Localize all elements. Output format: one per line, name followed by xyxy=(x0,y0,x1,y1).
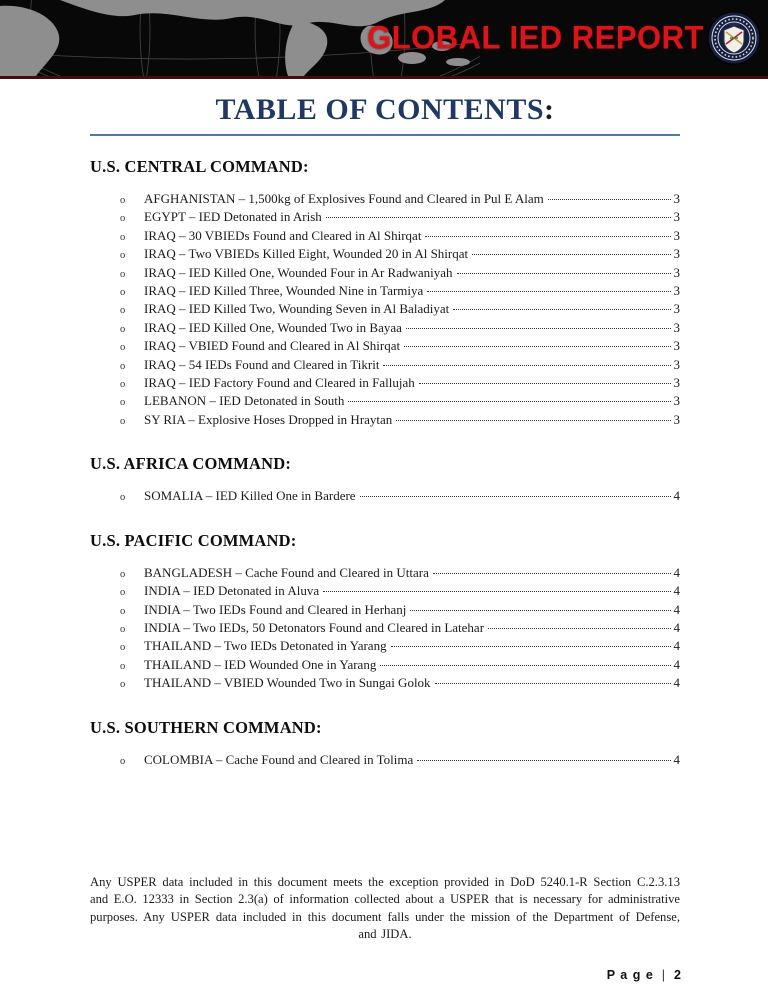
dotted-leader xyxy=(488,628,670,629)
toc-item-label: SY RIA – Explosive Hoses Dropped in Hraytan xyxy=(144,411,393,427)
section-list xyxy=(90,191,680,430)
toc-item-page: 3 xyxy=(673,393,680,409)
bullet-icon: o xyxy=(120,679,126,691)
dotted-leader xyxy=(406,328,671,329)
toc-item-label: INDIA – IED Detonated in Aluva xyxy=(144,583,320,599)
bullet-icon: o xyxy=(120,568,126,580)
dotted-leader xyxy=(453,309,670,310)
toc-item-label: IRAQ – VBIED Found and Cleared in Al Shirqat xyxy=(144,338,401,354)
toc-section xyxy=(90,718,680,770)
dotted-leader xyxy=(323,591,670,592)
footer-page-label: P a g e xyxy=(606,968,654,982)
section-list xyxy=(90,488,680,506)
toc-item-label: THAILAND – VBIED Wounded Two in Sungai Golok xyxy=(144,675,431,691)
toc-item-page: 3 xyxy=(673,191,680,206)
toc-item-page: 4 xyxy=(673,601,680,617)
bullet-icon: o xyxy=(120,587,126,599)
toc-item-label: IRAQ – 54 IEDs Found and Cleared in Tikrit xyxy=(144,356,380,372)
dotted-leader xyxy=(391,646,671,647)
toc-item[interactable] xyxy=(90,602,680,620)
dotted-leader xyxy=(417,760,670,761)
section-heading: U.S. SOUTHERN COMMAND: xyxy=(90,717,322,737)
dotted-leader xyxy=(410,610,670,611)
bullet-icon: o xyxy=(120,360,126,372)
dotted-leader xyxy=(425,236,670,237)
usper-disclaimer: Any USPER data included in this document meets the exception provided in DoD 5240.1-R Section C.2.3.13 and E.O. 12333 in Section 2.3(a) of information collected about a USPER that is necessary for administrative purposes. Any USPER data included in this document falls under the mission of the Department of Defense, and JIDA. xyxy=(90,874,680,942)
bullet-icon: o xyxy=(120,755,126,767)
page-title-text: TABLE OF CONTENTS xyxy=(215,93,545,126)
toc-item-label: IRAQ – IED Killed One, Wounded Four in Ar Radwaniyah xyxy=(144,264,453,280)
bullet-icon: o xyxy=(120,323,126,335)
toc-section xyxy=(90,531,680,694)
toc-item-page: 3 xyxy=(673,319,680,335)
dotted-leader xyxy=(360,496,671,497)
toc-item-page: 3 xyxy=(673,375,680,391)
toc-item-page: 3 xyxy=(673,227,680,243)
toc-item-label: IRAQ – Two VBIEDs Killed Eight, Wounded 20 in Al Shirqat xyxy=(144,246,469,262)
toc-item[interactable] xyxy=(90,488,680,506)
toc-item-label: IRAQ – IED Killed Two, Wounding Seven in Al Baladiyat xyxy=(144,301,450,317)
toc-item-page: 4 xyxy=(673,564,680,580)
toc-item-label: SOMALIA – IED Killed One in Bardere xyxy=(144,488,356,504)
page-title xyxy=(90,93,680,127)
toc-sections xyxy=(90,157,680,770)
page-title-colon: : xyxy=(544,93,555,126)
bullet-icon: o xyxy=(120,268,126,280)
toc-item-label: AFGHANISTAN – 1,500kg of Explosives Found and Cleared in Pul E Alam xyxy=(144,191,544,206)
toc-item[interactable] xyxy=(90,638,680,656)
toc-item[interactable] xyxy=(90,246,680,264)
toc-item[interactable] xyxy=(90,620,680,638)
toc-item-page: 3 xyxy=(673,209,680,225)
toc-item[interactable] xyxy=(90,320,680,338)
toc-item-page: 3 xyxy=(673,264,680,280)
bullet-icon: o xyxy=(120,379,126,391)
dotted-leader xyxy=(380,665,670,666)
toc-item-page: 3 xyxy=(673,246,680,262)
toc-item-label: THAILAND – IED Wounded One in Yarang xyxy=(144,656,377,672)
bullet-icon: o xyxy=(120,250,126,262)
bullet-icon: o xyxy=(120,415,126,427)
dotted-leader xyxy=(427,291,670,292)
section-heading: U.S. AFRICA COMMAND: xyxy=(90,454,292,474)
toc-item[interactable] xyxy=(90,357,680,375)
header-banner xyxy=(0,0,768,79)
dotted-leader xyxy=(472,254,670,255)
toc-section xyxy=(90,157,680,430)
bullet-icon: o xyxy=(120,213,126,225)
bullet-icon: o xyxy=(120,397,126,409)
page-content xyxy=(0,93,768,944)
toc-item[interactable] xyxy=(90,191,680,209)
agency-seal-icon xyxy=(706,10,762,66)
toc-section xyxy=(90,454,680,506)
toc-item[interactable] xyxy=(90,657,680,675)
bullet-icon: o xyxy=(120,660,126,672)
toc-item[interactable] xyxy=(90,228,680,246)
toc-item-page: 4 xyxy=(673,583,680,599)
bullet-icon: o xyxy=(120,231,126,243)
toc-item-page: 3 xyxy=(673,338,680,354)
toc-item-label: IRAQ – IED Killed Three, Wounded Nine in Tarmiya xyxy=(144,283,424,299)
bullet-icon: o xyxy=(120,305,126,317)
toc-item[interactable] xyxy=(90,338,680,356)
toc-item-page: 4 xyxy=(673,656,680,672)
toc-item[interactable] xyxy=(90,283,680,301)
toc-item[interactable] xyxy=(90,752,680,770)
toc-item[interactable] xyxy=(90,675,680,693)
dotted-leader xyxy=(457,273,671,274)
bullet-icon: o xyxy=(120,605,126,617)
dotted-leader xyxy=(419,383,671,384)
toc-item-label: IRAQ – 30 VBIEDs Found and Cleared in Al Shirqat xyxy=(144,227,422,243)
dotted-leader xyxy=(404,346,670,347)
toc-item-page: 3 xyxy=(673,283,680,299)
toc-item[interactable] xyxy=(90,209,680,227)
bullet-icon: o xyxy=(120,623,126,635)
dotted-leader xyxy=(383,365,670,366)
toc-item[interactable] xyxy=(90,565,680,583)
bullet-icon: o xyxy=(120,342,126,354)
dotted-leader xyxy=(548,199,671,200)
section-heading: U.S. CENTRAL COMMAND: xyxy=(90,157,309,176)
toc-item-label: IRAQ – IED Killed One, Wounded Two in Bayaa xyxy=(144,319,402,335)
toc-item[interactable] xyxy=(90,393,680,411)
toc-item-page: 3 xyxy=(673,301,680,317)
bullet-icon: o xyxy=(120,287,126,299)
section-list xyxy=(90,565,680,694)
bullet-icon: o xyxy=(120,492,126,504)
toc-item-page: 3 xyxy=(673,411,680,427)
toc-item-page: 4 xyxy=(673,751,680,767)
toc-item-page: 3 xyxy=(673,356,680,372)
section-heading: U.S. PACIFIC COMMAND: xyxy=(90,530,297,550)
toc-item[interactable] xyxy=(90,412,680,430)
toc-item[interactable] xyxy=(90,301,680,319)
toc-item-page: 4 xyxy=(673,619,680,635)
toc-item[interactable] xyxy=(90,265,680,283)
footer-separator: | xyxy=(661,968,667,982)
toc-item-label: LEBANON – IED Detonated in South xyxy=(144,393,345,409)
toc-item-label: BANGLADESH – Cache Found and Cleared in Uttara xyxy=(144,564,429,580)
section-list xyxy=(90,752,680,770)
bullet-icon: o xyxy=(120,642,126,654)
dotted-leader xyxy=(433,573,671,574)
report-title: GLOBAL IED REPORT xyxy=(367,19,704,56)
dotted-leader xyxy=(435,683,671,684)
toc-item[interactable] xyxy=(90,375,680,393)
toc-item-label: IRAQ – IED Factory Found and Cleared in Fallujah xyxy=(144,375,415,391)
toc-item-label: EGYPT – IED Detonated in Arish xyxy=(144,209,322,225)
toc-item-label: THAILAND – Two IEDs Detonated in Yarang xyxy=(144,638,387,654)
toc-item-page: 4 xyxy=(673,488,680,504)
toc-item[interactable] xyxy=(90,583,680,601)
toc-item-label: INDIA – Two IEDs Found and Cleared in Herhanj xyxy=(144,601,407,617)
toc-item-page: 4 xyxy=(673,638,680,654)
toc-item-page: 4 xyxy=(673,675,680,691)
toc-item-label: INDIA – Two IEDs, 50 Detonators Found and Cleared in Latehar xyxy=(144,619,485,635)
dotted-leader xyxy=(396,420,670,421)
title-rule xyxy=(90,134,680,136)
toc-item-label: COLOMBIA – Cache Found and Cleared in Tolima xyxy=(144,751,414,767)
footer-page-number: 2 xyxy=(674,968,682,982)
bullet-icon: o xyxy=(120,195,126,206)
page-footer xyxy=(598,954,682,982)
dotted-leader xyxy=(326,217,671,218)
dotted-leader xyxy=(348,401,670,402)
